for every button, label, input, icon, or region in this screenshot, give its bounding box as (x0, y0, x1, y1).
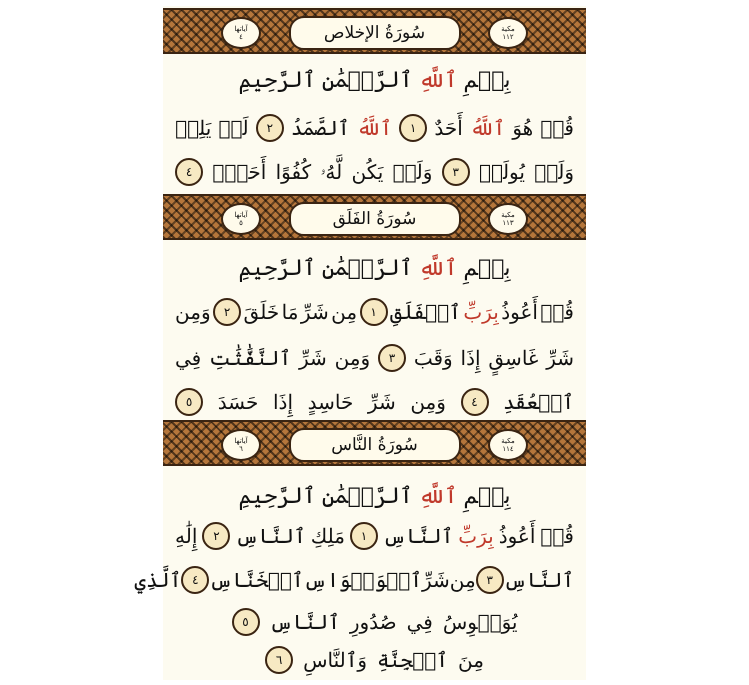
ayah-marker: ٤ (175, 158, 203, 186)
word: هُوَ (512, 116, 534, 140)
word: مِنَ (457, 648, 484, 672)
word: حَاسِدٍ (307, 390, 354, 414)
word: كُفُوًا (275, 160, 312, 184)
ayah-count-medallion (221, 429, 261, 461)
surah-header-nas (163, 420, 586, 466)
ayah-marker: ٢ (256, 114, 284, 142)
basmala-word: ٱلرَّحِيمِ (238, 484, 316, 509)
ayah-marker: ١ (350, 522, 378, 550)
surah-title: سُورَةُ الفَلَق (289, 202, 461, 236)
word: أَعُوذُ (501, 300, 538, 324)
word: حَسَدَ (217, 390, 259, 414)
basmala (163, 256, 586, 281)
basmala-word: ٱلرَّحۡمَٰنِ (321, 484, 413, 509)
basmala-word-allah: ٱللَّهِ (418, 484, 458, 509)
medal-label: مكية (501, 437, 515, 445)
basmala-word: ٱلرَّحِيمِ (238, 68, 316, 93)
ayah-marker: ٣ (442, 158, 470, 186)
word: يَلِدۡ (175, 116, 212, 140)
word-allah: ٱللَّهُ (356, 116, 392, 140)
word: ٱلۡخَنَّاسِ (209, 568, 304, 592)
word: إِذَا (272, 390, 294, 414)
word: أَحَدٌ (434, 116, 463, 140)
medal-label: آياتها (234, 211, 248, 219)
basmala (163, 68, 586, 93)
word: قُلۡ (540, 116, 574, 140)
medal-label: آياتها (234, 437, 248, 445)
word: ٱلنَّاسِ (269, 610, 340, 634)
ayah-marker: ٢ (202, 522, 230, 550)
verse-line (175, 298, 574, 326)
verse-line (175, 522, 574, 550)
word: إِلَٰهِ (175, 524, 198, 548)
ayah-marker: ٤ (461, 388, 489, 416)
word: لَّهُۥ (320, 160, 343, 184)
word: مِن (449, 568, 476, 592)
word: شَرِّ (367, 390, 396, 414)
word: وَٱلنَّاسِ (303, 648, 368, 672)
word: ٱلصَّمَدُ (290, 116, 350, 140)
word-rabb: بِرَبِّ (458, 524, 494, 548)
word: وَمِن (334, 346, 371, 370)
surah-header-ikhlas (163, 8, 586, 54)
word: شَرِّ (421, 568, 450, 592)
word: يُولَدۡ (478, 160, 525, 184)
ayah-marker: ٢ (213, 298, 241, 326)
word: فِي (406, 610, 433, 634)
medal-label: مكية (501, 25, 515, 33)
verse-line (175, 158, 574, 186)
ayah-marker: ٣ (476, 566, 504, 594)
word: وَقَبَ (413, 346, 453, 370)
word: مِن (331, 300, 358, 324)
word: لَمۡ (218, 116, 249, 140)
verse-line (175, 344, 574, 372)
medal-number: ١١٤ (502, 445, 514, 453)
word: ٱلۡفَلَقِ (390, 300, 461, 324)
word: شَرِّ (298, 346, 327, 370)
word: وَلَمۡ (534, 160, 574, 184)
word: ٱلنَّاسِ (503, 568, 574, 592)
basmala-word: بِسۡمِ (463, 256, 511, 281)
basmala (163, 484, 586, 509)
word: أَعُوذُ (498, 524, 536, 548)
medal-label: آياتها (234, 25, 248, 33)
ayah-marker: ٤ (181, 566, 209, 594)
basmala-word: بِسۡمِ (463, 68, 511, 93)
medal-number: ٥ (239, 219, 243, 227)
word: وَلَمۡ (392, 160, 433, 184)
word: خَلَقَ (243, 300, 280, 324)
word: صُدُورِ (349, 610, 397, 634)
verse-line (175, 608, 574, 636)
surah-number-medallion (488, 17, 528, 49)
word: إِذَا (460, 346, 481, 370)
verse-line (134, 566, 574, 594)
medal-number: ٤ (239, 33, 243, 41)
word: فِي (175, 346, 202, 370)
ayah-marker: ٥ (232, 608, 260, 636)
word: ٱلنَّفَّٰثَٰتِ (209, 346, 292, 370)
word: يُوَسۡوِسُ (442, 610, 518, 634)
ayah-marker: ١ (399, 114, 427, 142)
basmala-word-allah: ٱللَّهِ (418, 68, 458, 93)
surah-title: سُورَةُ النَّاس (289, 428, 461, 462)
word: ٱلَّذِي (134, 568, 182, 592)
basmala-word-allah: ٱللَّهِ (418, 256, 458, 281)
ayah-count-medallion (221, 17, 261, 49)
ayah-marker: ٦ (265, 646, 293, 674)
basmala-word: ٱلرَّحِيمِ (238, 256, 316, 281)
verse-line (175, 646, 574, 674)
word: قُلۡ (540, 524, 574, 548)
basmala-word: ٱلرَّحۡمَٰنِ (321, 68, 413, 93)
surah-number-medallion (488, 203, 528, 235)
word: ٱلۡعُقَدِ (503, 390, 574, 414)
verse-line (175, 114, 574, 142)
word-rabb: بِرَبِّ (463, 300, 499, 324)
medal-label: مكية (501, 211, 515, 219)
medal-number: ١١٣ (502, 219, 514, 227)
surah-number-medallion (488, 429, 528, 461)
word: ٱلۡجِنَّةِ (377, 648, 448, 672)
word: شَرِّ (300, 300, 329, 324)
word: قُلۡ (540, 300, 574, 324)
basmala-word: ٱلرَّحۡمَٰنِ (321, 256, 413, 281)
ayah-marker: ٣ (378, 344, 406, 372)
word: مَا (281, 300, 299, 324)
surah-header-falaq (163, 194, 586, 240)
word: ٱلۡوَسۡوَاسِ (303, 568, 422, 592)
word-allah: ٱللَّهُ (469, 116, 506, 140)
word: يَكُن (351, 160, 384, 184)
word: مَلِكِ (310, 524, 345, 548)
word: ٱلنَّاسِ (382, 524, 454, 548)
ayah-marker: ١ (360, 298, 388, 326)
surah-title: سُورَةُ الإخلاص (289, 16, 461, 50)
word: وَمِن (410, 390, 446, 414)
word: غَاسِقٍ (488, 346, 539, 370)
medal-number: ١١٢ (502, 33, 514, 41)
basmala-word: بِسۡمِ (463, 484, 511, 509)
quran-page (134, 6, 586, 680)
word: شَرِّ (546, 346, 574, 370)
ayah-marker: ٥ (175, 388, 203, 416)
verse-line (175, 388, 574, 416)
word: أَحَدُۢ (212, 160, 267, 184)
ayah-count-medallion (221, 203, 261, 235)
medal-number: ٦ (239, 445, 243, 453)
word: وَمِن (175, 300, 211, 324)
word: ٱلنَّاسِ (235, 524, 306, 548)
